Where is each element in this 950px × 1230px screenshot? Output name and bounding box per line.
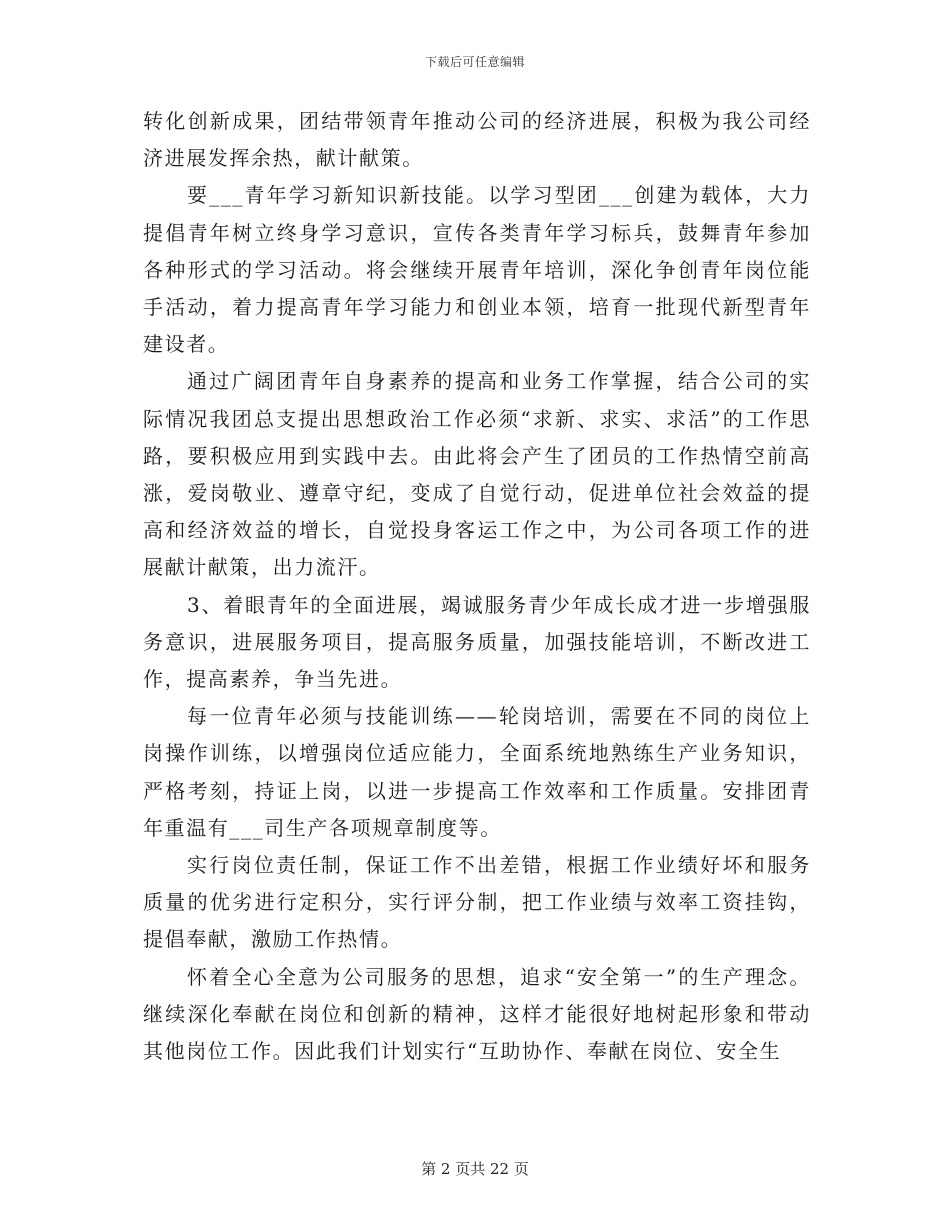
paragraph-2: 要___青年学习新知识新技能。以学习型团___创建为载体，大力提倡青年树立终身学习意识，宣传各类青年学习标兵，鼓舞青年参加各种形式的学习活动。将会继续开展青年培训，深化争创青年岗位能手活动，着力提高青年学习能力和创业本领，培育一批现代新型青年建设者。: [143, 183, 811, 357]
document-body: [143, 103, 811, 1070]
paragraph-1: 转化创新成果，团结带领青年推动公司的经济进展，积极为我公司经济进展发挥余热，献计献策。: [143, 109, 811, 171]
paragraph-6: 实行岗位责任制，保证工作不出差错，根据工作业绩好坏和服务质量的优劣进行定积分，实行评分制，把工作业绩与效率工资挂钩，提倡奉献，激励工作热情。: [143, 853, 811, 952]
paragraph-7: 怀着全心全意为公司服务的思想，追求“安全第一”的生产理念。继续深化奉献在岗位和创新的精神，这样才能很好地树起形象和带动其他岗位工作。因此我们计划实行“互助协作、奉献在岗位、安全生: [143, 964, 811, 1064]
page-header: 下载后可任意编辑: [424, 55, 525, 69]
paragraph-3: 通过广阔团青年自身素养的提高和业务工作掌握，结合公司的实际情况我团总支提出思想政治工作必须“求新、求实、求活”的工作思路，要积极应用到实践中去。由此将会产生了团员的工作热情空前高涨，爱岗敬业、遵章守纪，变成了自觉行动，促进单位社会效益的提高和经济效益的增长，自觉投身客运工作之中，为公司各项工作的进展献计献策，出力流汗。: [143, 369, 811, 580]
page-footer: 第 2 页共 22 页: [421, 1160, 529, 1178]
paragraph-4: 3、着眼青年的全面进展，竭诚服务青少年成长成才进一步增强服务意识，进展服务项目，提高服务质量，加强技能培训，不断改进工作，提高素养，争当先进。: [143, 592, 811, 692]
paragraph-5: 每一位青年必须与技能训练——轮岗培训，需要在不同的岗位上岗操作训练，以增强岗位适应能力，全面系统地熟练生产业务知识，严格考刻，持证上岗，以进一步提高工作效率和工作质量。安排团青年重温有___司生产各项规章制度等。: [143, 704, 811, 840]
